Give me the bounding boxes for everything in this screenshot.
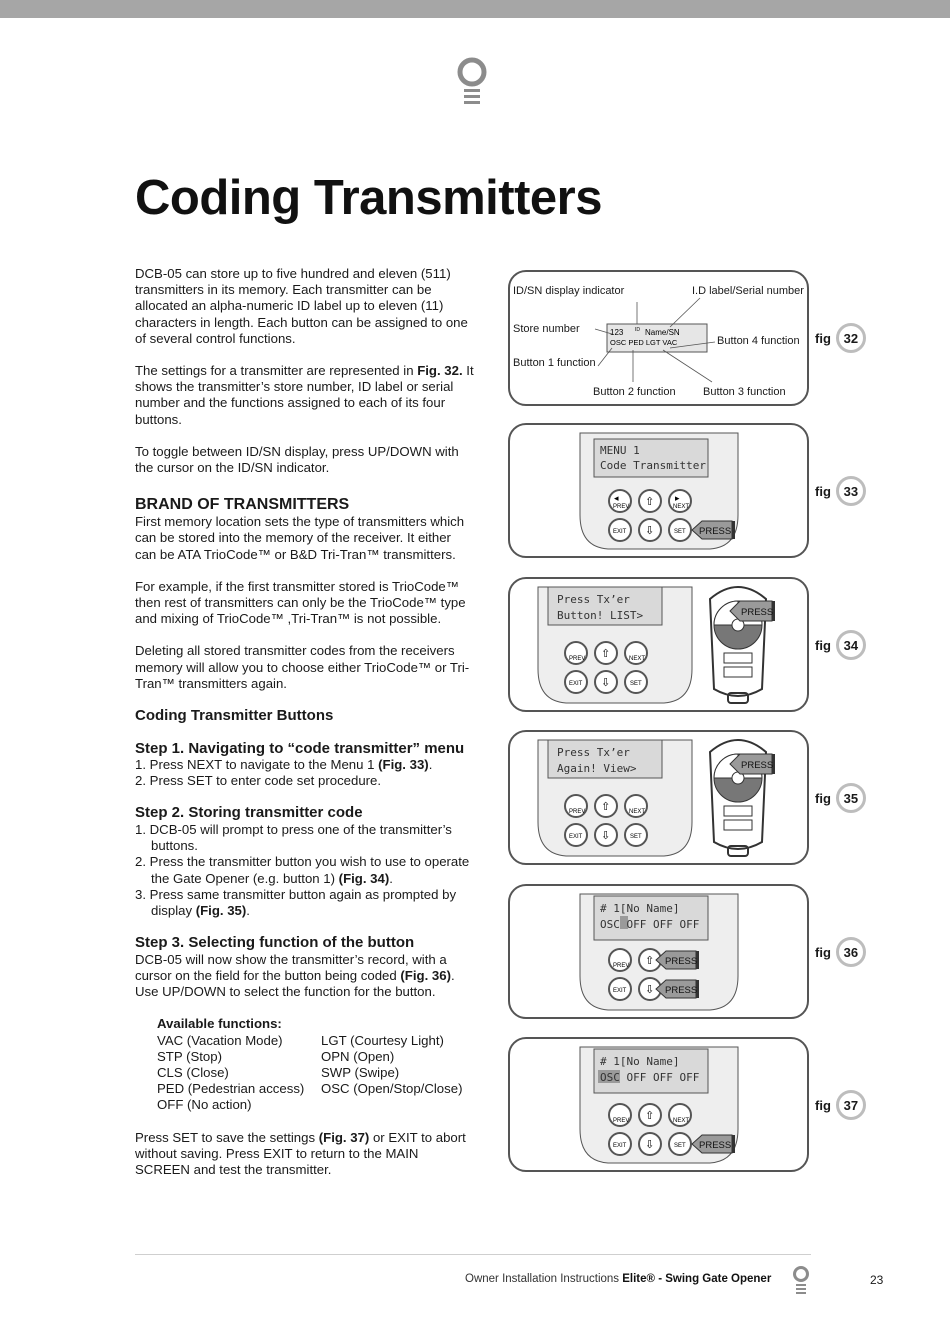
svg-text:Again! View>: Again! View> <box>557 762 637 775</box>
svg-text:Button! LIST>: Button! LIST> <box>557 609 644 622</box>
coding-heading: Coding Transmitter Buttons <box>135 707 334 725</box>
svg-text:SET: SET <box>630 834 642 840</box>
svg-text:PRESS: PRESS <box>741 607 774 618</box>
svg-text:PRESS: PRESS <box>665 985 698 996</box>
intro-paragraph-2: The settings for a transmitter are represented in Fig. 32. It shows the transmitter’s store number, ID label or serial number and the functions assigned to each of its four buttons. <box>135 363 474 427</box>
fig32-button2-label: Button 2 function <box>593 386 676 398</box>
brand-logo-small-icon <box>791 1266 811 1294</box>
figure-35 <box>508 730 809 865</box>
fig36-label: fig 36 <box>815 937 866 967</box>
svg-text:⇧: ⇧ <box>645 495 655 508</box>
brand-paragraph-1: First memory location sets the type of transmitters which can be stored into the memory of the receiver. It either can be ATA TrioCode™ or B&D Tri-Tran™ transmitters. <box>135 514 465 562</box>
step2-list <box>135 822 475 919</box>
figure-33 <box>508 423 809 558</box>
svg-text:PRESS: PRESS <box>699 526 732 537</box>
svg-text:PREV: PREV <box>613 963 630 969</box>
svg-text:OSC PED LGT VAC: OSC PED LGT VAC <box>610 338 678 347</box>
svg-text:⇧: ⇧ <box>645 954 655 967</box>
svg-text:PREV: PREV <box>613 504 630 510</box>
svg-text:⇩: ⇩ <box>645 524 655 537</box>
brand-paragraph-3: Deleting all stored transmitter codes from the receivers memory will allow you to choose either TrioCode™ or Tri-Tran™ transmitters again. <box>135 643 470 691</box>
svg-text:PREV: PREV <box>613 1118 630 1124</box>
svg-text:EXIT: EXIT <box>613 529 627 535</box>
step3-paragraph: DCB-05 will now show the transmitter’s record, with a cursor on the field for the button being coded (Fig. 36). Use UP/DOWN to select the function for the button. <box>135 951 455 1000</box>
function-row: OFF (No action) <box>157 1097 252 1113</box>
fig32-store-label: Store number <box>513 323 580 335</box>
function-row: VAC (Vacation Mode) LGT (Courtesy Light) <box>157 1032 444 1048</box>
brand-logo-icon <box>454 56 490 106</box>
svg-text:◂: ◂ <box>614 494 619 504</box>
list-item: 1. DCB-05 will prompt to press one of the transmitter’s buttons. <box>135 821 452 854</box>
intro-paragraph-3: To toggle between ID/SN display, press UP/DOWN with the cursor on the ID/SN indicator. <box>135 443 459 476</box>
svg-text:123: 123 <box>610 328 624 337</box>
fig35-device <box>510 732 807 863</box>
svg-text:⇧: ⇧ <box>645 1109 655 1122</box>
body-text <box>135 266 475 1194</box>
fig33-device <box>510 425 807 556</box>
figure-34 <box>508 577 809 712</box>
svg-text:EXIT: EXIT <box>613 988 627 994</box>
function-row: PED (Pedestrian access) OSC (Open/Stop/Close) <box>157 1081 463 1097</box>
svg-text:⇩: ⇩ <box>601 676 611 689</box>
function-row: CLS (Close) SWP (Swipe) <box>157 1064 400 1080</box>
svg-text:SET: SET <box>674 1143 686 1149</box>
page-title: Coding Transmitters <box>135 171 602 225</box>
fig32-id-label: I.D label/Serial number <box>692 285 804 297</box>
svg-text:SET: SET <box>674 529 686 535</box>
top-bar <box>0 0 950 18</box>
page-number: 23 <box>870 1273 884 1287</box>
fig32-button1-label: Button 1 function <box>513 357 596 369</box>
svg-text:ID: ID <box>635 327 640 333</box>
fig32-label: fig 32 <box>815 323 866 353</box>
svg-text:▸: ▸ <box>675 494 680 504</box>
step2-heading: Step 2. Storing transmitter code <box>135 804 363 822</box>
svg-text:Code Transmitter: Code Transmitter <box>600 459 706 472</box>
fig33-label: fig 33 <box>815 476 866 506</box>
fig32-idsn-label: ID/SN display indicator <box>513 285 625 297</box>
svg-text:MENU 1: MENU 1 <box>600 444 640 457</box>
svg-text:EXIT: EXIT <box>613 1143 627 1149</box>
svg-text:NEXT: NEXT <box>629 656 646 662</box>
fig32-button4-label: Button 4 function <box>717 335 800 347</box>
svg-text:PRESS: PRESS <box>741 760 774 771</box>
svg-text:NEXT: NEXT <box>629 809 646 815</box>
svg-text:⇧: ⇧ <box>601 647 611 660</box>
svg-text:PRESS: PRESS <box>665 956 698 967</box>
brand-heading: BRAND OF TRANSMITTERS <box>135 496 350 514</box>
list-item: 3. Press same transmitter button again as prompted by display (Fig. 35). <box>135 886 457 918</box>
svg-text:NEXT: NEXT <box>673 1118 690 1124</box>
fig35-label: fig 35 <box>815 783 866 813</box>
footer-text: Owner Installation Instructions Elite® - Swing Gate Opener <box>465 1273 772 1285</box>
figure-36 <box>508 884 809 1019</box>
final-paragraph: Press SET to save the settings (Fig. 37) or EXIT to abort without saving. Press EXIT to return to the MAIN SCREEN and test the transmitter. <box>135 1129 466 1177</box>
step3-heading: Step 3. Selecting function of the button <box>135 934 415 952</box>
svg-text:PREV: PREV <box>569 656 586 662</box>
footer-divider <box>135 1254 811 1255</box>
fig34-label: fig 34 <box>815 630 866 660</box>
svg-text:⇩: ⇩ <box>601 829 611 842</box>
fig36-device <box>510 886 807 1017</box>
fig37-device <box>510 1039 807 1170</box>
svg-text:Press Tx’er: Press Tx’er <box>557 593 630 606</box>
list-item: 1. Press NEXT to navigate to the Menu 1 (Fig. 33). <box>135 757 433 773</box>
function-row: STP (Stop) OPN (Open) <box>157 1048 395 1064</box>
svg-text:⇩: ⇩ <box>645 1138 655 1151</box>
fig37-label: fig 37 <box>815 1090 866 1120</box>
intro-paragraph-1: DCB-05 can store up to five hundred and eleven (511) transmitters in its memory. Each transmitter can be allocated an alpha-numeric ID label up to eleven (11) characters in length. Each button can be assigned to one of several control functions. <box>135 266 468 346</box>
svg-text:Press Tx’er: Press Tx’er <box>557 746 630 759</box>
svg-text:NEXT: NEXT <box>673 504 690 510</box>
svg-text:⇩: ⇩ <box>645 983 655 996</box>
svg-text:OSC OFF OFF OFF: OSC OFF OFF OFF <box>600 918 700 931</box>
svg-text:# 1[No Name]: # 1[No Name] <box>600 902 680 915</box>
svg-text:EXIT: EXIT <box>569 834 583 840</box>
fig34-device <box>510 579 807 710</box>
svg-text:# 1[No Name]: # 1[No Name] <box>600 1055 680 1068</box>
svg-text:PREV: PREV <box>569 809 586 815</box>
list-item: 2. Press the transmitter button you wish to use to operate the Gate Opener (e.g. button 1) (Fig. 34). <box>135 854 470 886</box>
svg-text:Name/SN: Name/SN <box>645 328 680 337</box>
svg-text:OSC OFF OFF OFF: OSC OFF OFF OFF <box>600 1071 700 1084</box>
functions-heading: Available functions: <box>157 1016 282 1032</box>
figure-37 <box>508 1037 809 1172</box>
step1-heading: Step 1. Navigating to “code transmitter” menu <box>135 739 465 757</box>
svg-text:PRESS: PRESS <box>699 1140 732 1151</box>
svg-text:SET: SET <box>630 681 642 687</box>
svg-text:⇧: ⇧ <box>601 800 611 813</box>
list-item: 2. Press SET to enter code set procedure. <box>135 773 382 789</box>
svg-text:EXIT: EXIT <box>569 681 583 687</box>
brand-paragraph-2: For example, if the first transmitter stored is TrioCode™ then rest of transmitters can only be the TrioCode™ type and mixing of TrioCode™ ,Tri-Tran™ is not possible. <box>135 578 466 627</box>
step1-list <box>135 757 475 789</box>
functions-list <box>157 1016 475 1113</box>
fig32-button3-label: Button 3 function <box>703 386 786 398</box>
